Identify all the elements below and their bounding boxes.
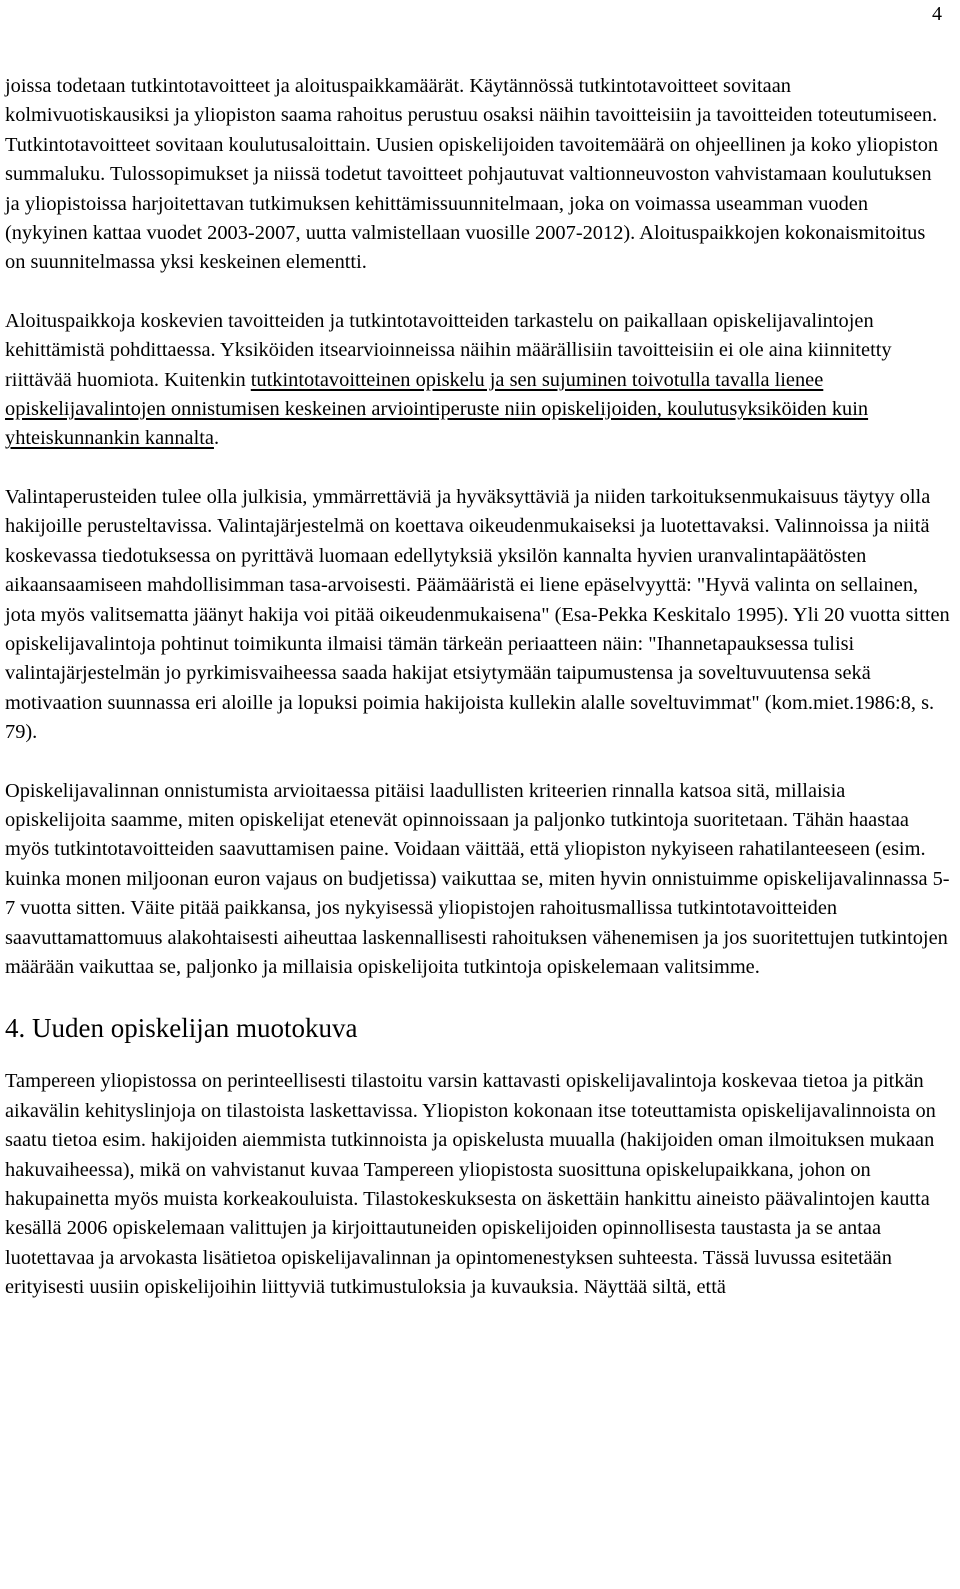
section-heading: 4. Uuden opiskelijan muotokuva — [5, 1013, 358, 1044]
heading-gap — [5, 1045, 950, 1067]
paragraph-gap — [5, 278, 950, 307]
paragraph-gap — [5, 454, 950, 483]
paragraph-1: joissa todetaan tutkintotavoitteet ja aloituspaikkamäärät. Käytännössä tutkintotavoitteet sovitaan kolmivuotiskausiksi ja yliopiston saama rahoitus perustuu osaksi näihin tavoitteisiin ja tavoitteiden toteutumiseen. Tutkintotavoitteet sovitaan koulutusaloittain. Uusien opiskelijoiden tavoitemäärä on ohjeellinen ja koko yliopiston summaluku. Tulossopimukset ja niissä todetut tavoitteet pohjautuvat valtionneuvoston vahvistamaan koulutuksen ja yliopistoissa harjoitettavan tutkimuksen kehittämissuunnitelmaan, joka on voimassa useamman vuoden (nykyinen kattaa vuodet 2003-2007, uutta valmistellaan vuosille 2007-2012). Aloituspaikkojen kokonaismitoitus on suunnitelmassa yksi keskeinen elementti. — [5, 75, 939, 274]
paragraph-gap — [5, 748, 950, 777]
paragraph-3: Valintaperusteiden tulee olla julkisia, ymmärrettäviä ja hyväksyttäviä ja niiden tarkoituksenmukaisuus täytyy olla hakijoille perusteltavissa. Valintajärjestelmä on koettava oikeudenmukaiseksi ja luotettavaksi. Valinnoissa ja niitä koskevassa tiedotuksessa on pyrittävä luomaan edellytyksiä yksilön kannalta hyvien uranvalintapäätösten aikaansaamiseen mahdollisimman tasa-arvoisesti. Päämääristä ei liene epäselvyyttä: "Hyvä valinta on sellainen, jota myös valitsematta jäänyt hakija voi pitää oikeudenmukaisena" (Esa-Pekka Keskitalo 1995). Yli 20 vuotta sitten opiskelijavalintoja pohtinut toimikunta ilmaisi tämän tärkeän periaatteen näin: "Ihannetapauksessa tulisi valintajärjestelmän jo pyrkimisvaiheessa saada hakijat etsiytymään taipumustensa ja soveltuvuutensa sekä motivaation suunnassa eri aloille ja lopuksi poimia hakijoista kullekin alalle soveltuvimmat" (kom.miet.1986:8, s. 79). — [5, 485, 950, 744]
paragraph-2-end: . — [213, 427, 220, 450]
paragraph-5: Tampereen yliopistossa on perinteellisesti tilastoitu varsin kattavasti opiskelijavalintoja koskevaa tietoa ja pitkän aikavälin kehityslinjoja on tilastoista laskettavissa. Yliopiston kokonaan itse toteuttamista opiskelijavalinnoista on saatu tietoa esim. hakijoiden aiemmista tutkinnoista ja opiskelusta muualla (hakijoiden oman ilmoituksen mukaan hakuvaiheessa), mikä on vahvistanut kuvaa Tampereen yliopistosta suosittuna opiskelupaikkana, johon on hakupainetta myös muista korkeakouluista. Tilastokeskuksesta on äskettäin hankittu aineisto päävalintojen kautta kesällä 2006 opiskelemaan valittujen ja kirjoittautuneiden opiskelijoiden opinnollisesta taustasta ja se antaa luotettavaa ja arvokasta lisätietoa opiskelijavalinnan ja opintomenestyksen suhteesta. Tässä luvussa esitetään erityisesti uusiin opiskelijoihin liittyviä tutkimustuloksia ja kuvauksia. Näyttää siltä, että — [5, 1070, 936, 1299]
underlined-statement: tutkintotavoitteinen opiskelu ja sen sujuminen toivotulla tavalla lienee opiskelijavalintojen onnistumisen keskeinen arviointiperuste niin opiskelijoiden, koulutusyksiköiden kuin yhteiskunnankin kannalta — [5, 368, 869, 450]
paragraph-4: Opiskelijavalinnan onnistumista arvioitaessa pitäisi laadullisten kriteerien rinnalla katsoa sitä, millaisia opiskelijoita saamme, miten opiskelijat etenevät opinnoissaan ja paljonko tutkintoja suoritetaan. Tähän haastaa myös tutkintotavoitteiden saavuttamisen paine. Voidaan väittää, että yliopiston nykyiseen rahatilanteeseen (esim. kuinka monen miljoonan euron vajaus on budjetissa) vaikuttaa se, miten hyvin onnistuimme opiskelijavalinnassa 5-7 vuotta sitten. Väite pitää paikkansa, jos nykyisessä yliopistojen rahoitusmallissa tutkintotavoitteiden saavuttamattomuus alakohtaisesti aiheuttaa laskennallisesti rahoituksen vähenemisen ja jos suoritettujen tutkintojen määrään vaikuttaa se, paljonko ja millaisia opiskelijoita tutkintoja opiskelemaan valitsimme. — [5, 779, 950, 978]
page-number: 4 — [932, 3, 942, 25]
document-body — [5, 72, 950, 1303]
paragraph-2 — [5, 307, 950, 454]
paragraph-2-text: Aloituspaikkoja koskevien tavoitteiden ja tutkintotavoitteiden tarkastelu on paikallaan opiskelijavalintojen kehittämistä pohdittaessa. Yksiköiden itsearvioinneissa näihin määrällisiin tavoitteisiin ei ole aina kiinnitetty riittävää huomiota. Kuitenkin — [5, 309, 892, 391]
paragraph-gap — [5, 982, 950, 1011]
